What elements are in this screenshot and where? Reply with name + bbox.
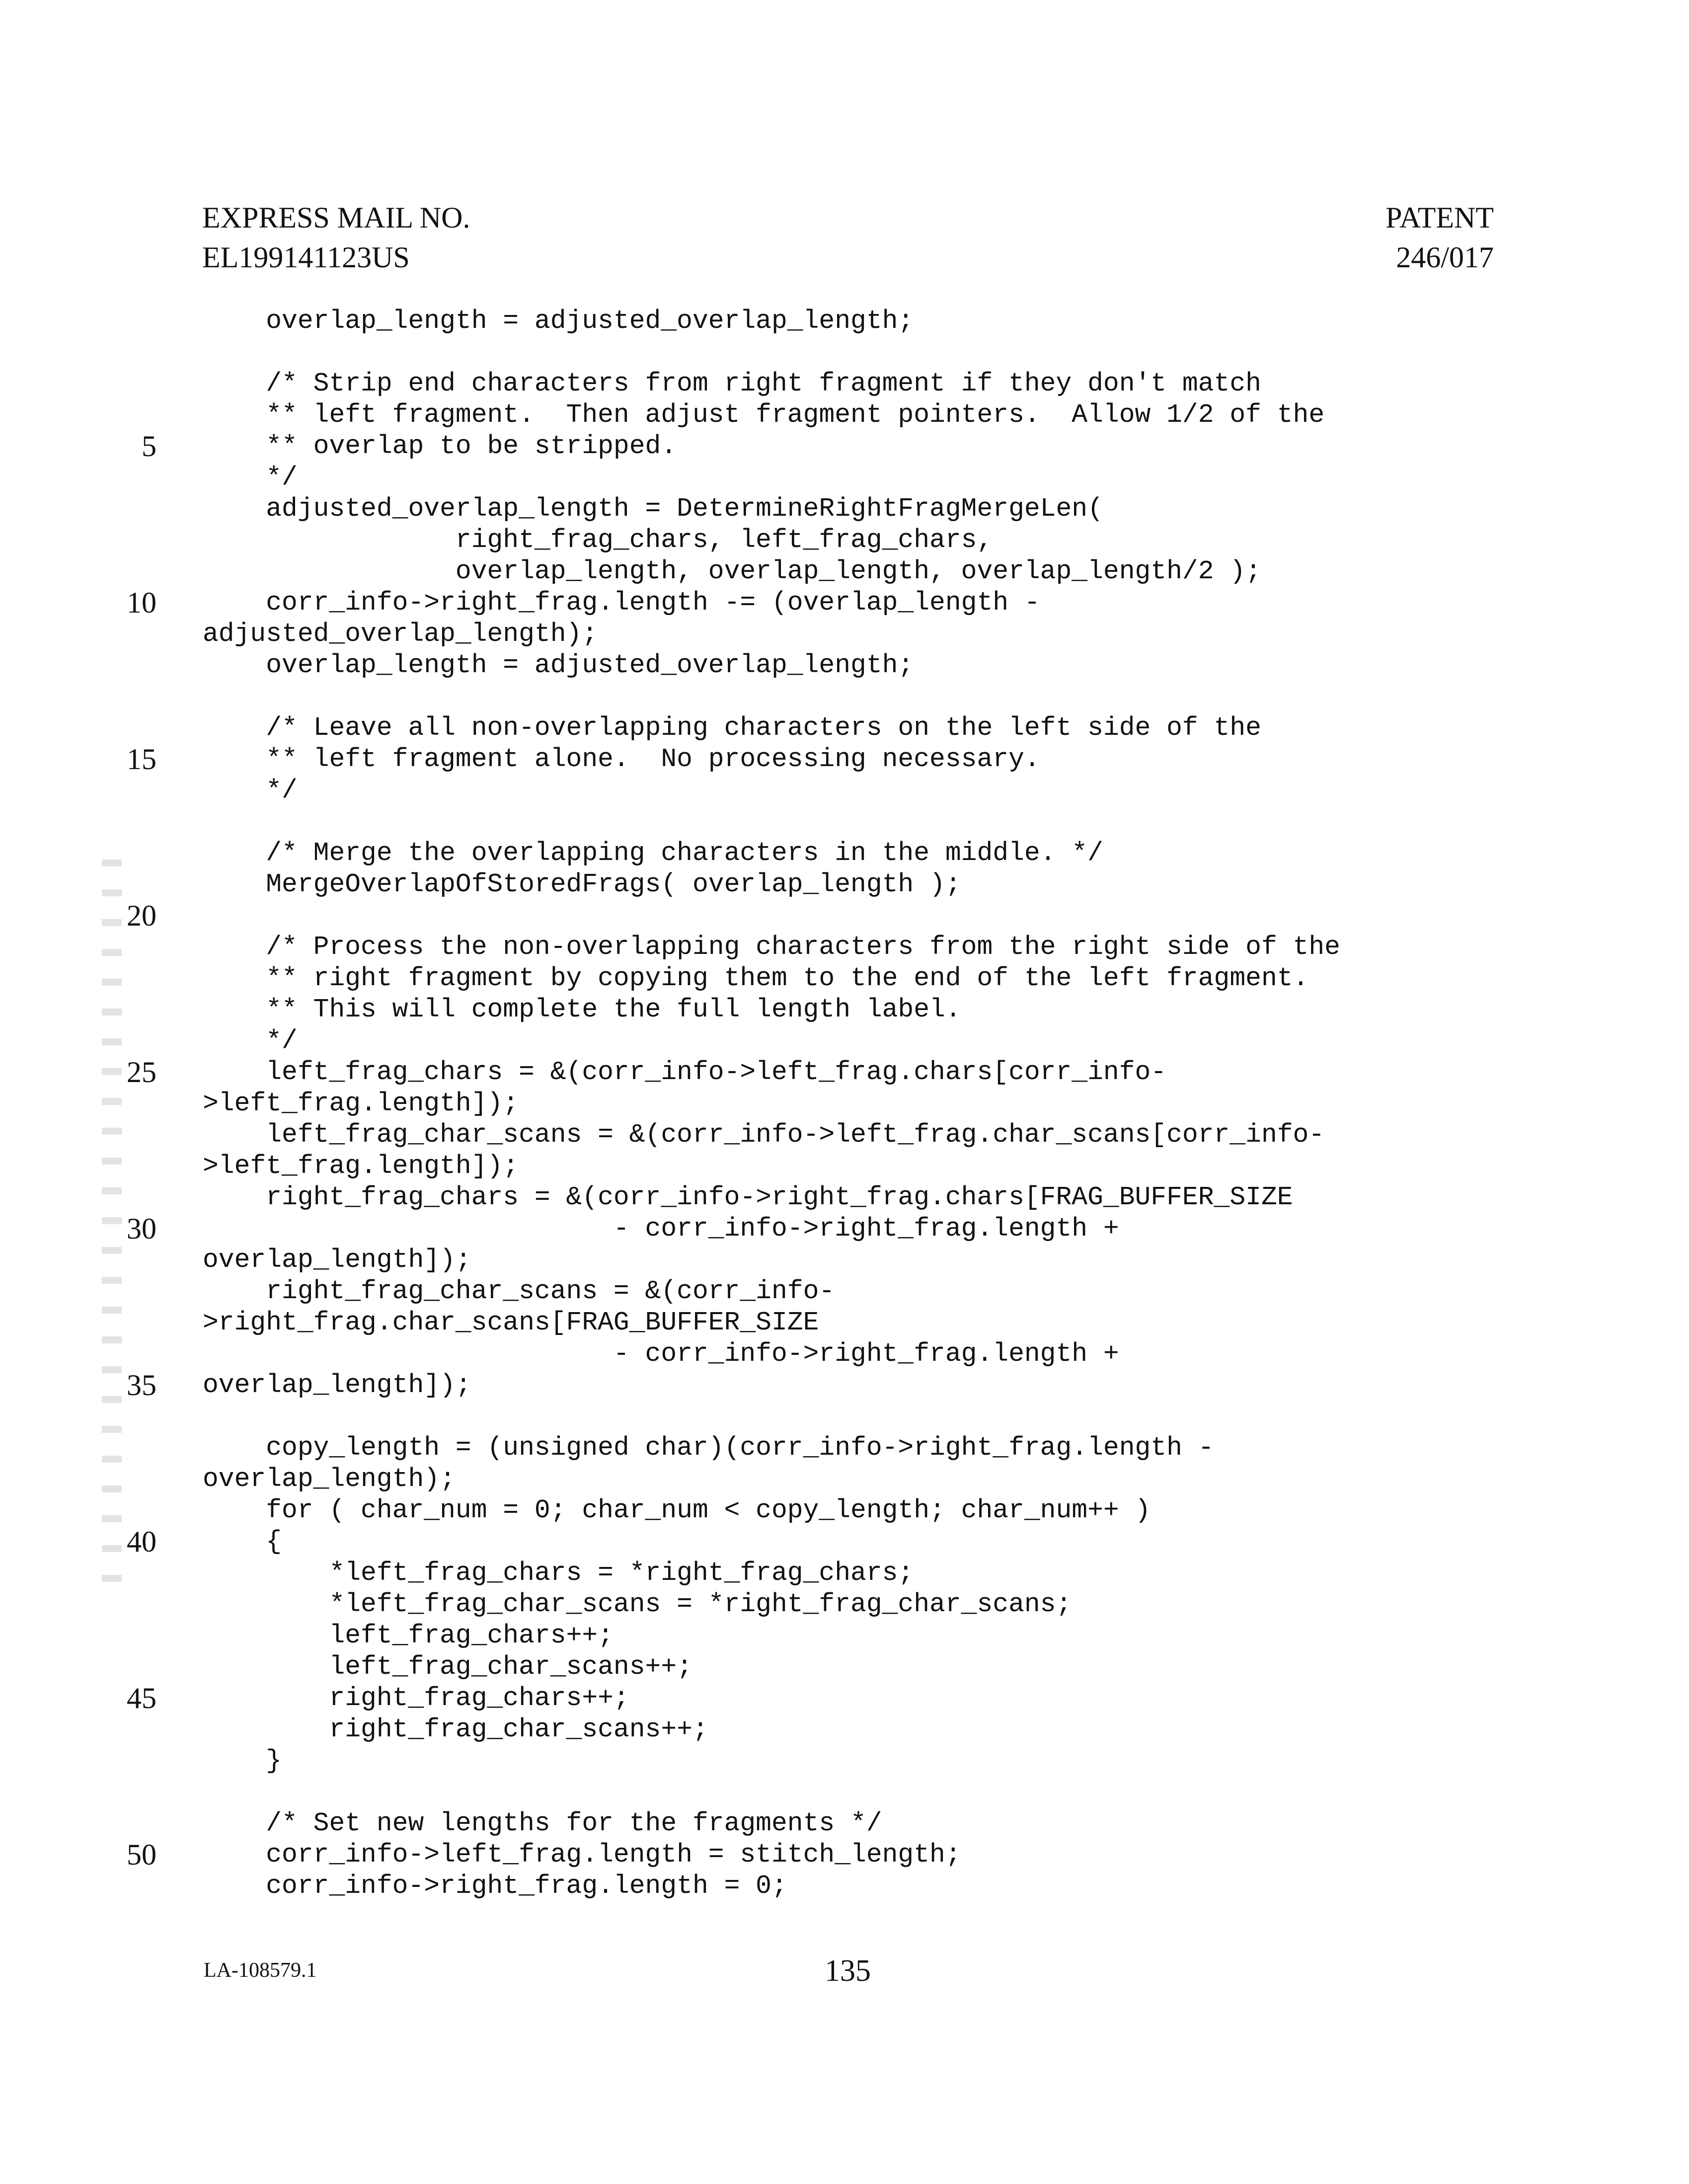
code-line: */	[203, 1026, 298, 1056]
code-line: */	[203, 463, 298, 492]
code-line: ** right fragment by copying them to the end of the left fragment.	[203, 963, 1309, 993]
line-number: 5	[142, 430, 156, 463]
code-line: overlap_length = adjusted_overlap_length;	[203, 306, 914, 336]
code-line: corr_info->right_frag.length = 0;	[203, 1871, 787, 1901]
code-line: overlap_length = adjusted_overlap_length;	[203, 650, 914, 680]
line-number: 10	[127, 586, 156, 619]
express-mail-label: EXPRESS MAIL NO.	[202, 201, 470, 234]
code-line: >right_frag.char_scans[FRAG_BUFFER_SIZE	[203, 1308, 819, 1337]
code-line: overlap_length]);	[203, 1370, 471, 1400]
code-line: >left_frag.length]);	[203, 1089, 519, 1118]
line-number: 45	[127, 1682, 156, 1715]
code-line: /* Strip end characters from right fragment if they don't match	[203, 369, 1261, 398]
code-line: {	[203, 1527, 282, 1557]
line-number: 30	[127, 1212, 156, 1245]
code-line: right_frag_chars, left_frag_chars,	[203, 525, 993, 555]
code-line: right_frag_chars++;	[203, 1683, 629, 1713]
code-line: right_frag_chars = &(corr_info->right_frag.chars[FRAG_BUFFER_SIZE	[203, 1182, 1293, 1212]
code-line: copy_length = (unsigned char)(corr_info->right_frag.length -	[203, 1433, 1214, 1463]
docket-number: 246/017	[1396, 241, 1494, 274]
code-line: ** left fragment alone. No processing necessary.	[203, 744, 1040, 774]
code-line: corr_info->right_frag.length -= (overlap_length -	[203, 588, 1040, 618]
code-line: overlap_length, overlap_length, overlap_length/2 );	[203, 556, 1261, 586]
code-line: /* Merge the overlapping characters in the middle. */	[203, 838, 1103, 868]
line-number: 20	[127, 899, 156, 932]
code-line: adjusted_overlap_length = DetermineRightFragMergeLen(	[203, 494, 1103, 524]
page-number: 135	[825, 1954, 871, 1988]
code-line: /* Leave all non-overlapping characters on the left side of the	[203, 713, 1261, 743]
code-line: MergeOverlapOfStoredFrags( overlap_length );	[203, 869, 961, 899]
code-line: left_frag_chars++;	[203, 1621, 614, 1650]
code-line: right_frag_char_scans++;	[203, 1715, 708, 1744]
code-line: for ( char_num = 0; char_num < copy_length; char_num++ )	[203, 1495, 1151, 1525]
code-line: left_frag_chars = &(corr_info->left_frag.chars[corr_info-	[203, 1057, 1167, 1087]
code-line: - corr_info->right_frag.length +	[203, 1214, 1119, 1244]
code-line: *left_frag_char_scans = *right_frag_char_scans;	[203, 1589, 1072, 1619]
code-line: /* Set new lengths for the fragments */	[203, 1808, 882, 1838]
line-number: 35	[127, 1369, 156, 1402]
code-line: corr_info->left_frag.length = stitch_length;	[203, 1840, 961, 1870]
line-number: 25	[127, 1056, 156, 1089]
header-right	[1385, 198, 1494, 277]
code-line: left_frag_char_scans = &(corr_info->left_frag.char_scans[corr_info-	[203, 1120, 1325, 1150]
express-mail-number: EL199141123US	[202, 241, 410, 274]
code-line: ** left fragment. Then adjust fragment pointers. Allow 1/2 of the	[203, 400, 1325, 430]
code-line: ** overlap to be stripped.	[203, 431, 677, 461]
line-number: 50	[127, 1838, 156, 1871]
code-line: */	[203, 776, 298, 805]
code-line: right_frag_char_scans = &(corr_info-	[203, 1276, 835, 1306]
code-line: >left_frag.length]);	[203, 1151, 519, 1181]
code-line: overlap_length]);	[203, 1245, 471, 1275]
patent-label: PATENT	[1385, 201, 1494, 234]
code-line: }	[203, 1746, 282, 1776]
line-number: 15	[127, 743, 156, 776]
code-line: /* Process the non-overlapping characters from the right side of the	[203, 932, 1340, 962]
code-line: left_frag_char_scans++;	[203, 1652, 692, 1682]
code-line: - corr_info->right_frag.length +	[203, 1339, 1119, 1369]
header-left	[202, 198, 470, 277]
code-line: *left_frag_chars = *right_frag_chars;	[203, 1558, 914, 1588]
document-id: LA-108579.1	[204, 1959, 317, 1982]
code-line: ** This will complete the full length label.	[203, 995, 961, 1024]
code-line: overlap_length);	[203, 1464, 456, 1494]
code-line: adjusted_overlap_length);	[203, 619, 598, 649]
line-number: 40	[127, 1525, 156, 1558]
